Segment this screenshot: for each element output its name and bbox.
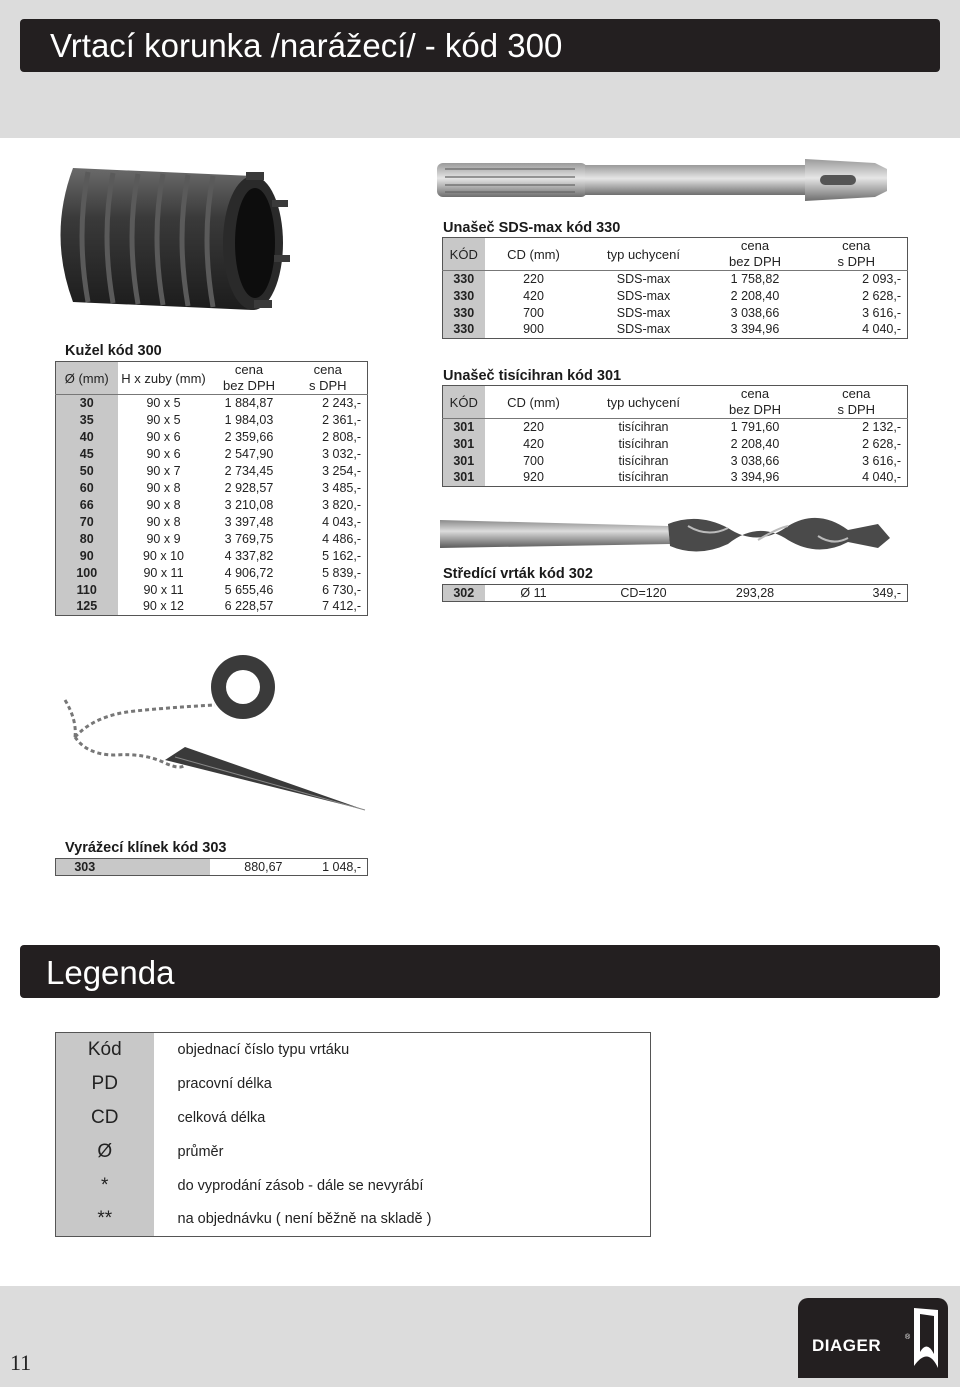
legend-key: Kód — [56, 1033, 154, 1067]
table-cell: 3 769,75 — [224, 531, 274, 546]
table-cell: 330 — [443, 288, 485, 305]
legend-row — [56, 1033, 651, 1067]
table-cell: 4 040,- — [862, 322, 901, 337]
table-row — [56, 548, 368, 565]
table-cell: 35 — [56, 412, 118, 429]
header-typ: typ uchycení — [583, 386, 705, 419]
table-cell: 90 x 9 — [146, 531, 181, 546]
table-cell: 3 394,96 — [730, 322, 780, 337]
table-row — [56, 497, 368, 514]
table-cell: 2 359,66 — [224, 429, 274, 444]
table-cell: 2 734,45 — [224, 463, 274, 478]
table-cell: tisícihran — [618, 436, 669, 451]
table-row — [56, 395, 368, 412]
table-cell: 70 — [56, 514, 118, 531]
table-cell: 4 040,- — [862, 470, 901, 485]
header-price-net: cena bez DPH — [705, 238, 806, 271]
table-cell: 3 820,- — [322, 497, 361, 512]
sdsmax-table — [442, 237, 908, 339]
table-row — [443, 322, 908, 339]
table-cell: tisícihran — [618, 419, 669, 434]
table-row — [56, 412, 368, 429]
table-cell: 3 616,- — [862, 453, 901, 468]
legend-table — [55, 1032, 651, 1237]
table-row — [56, 463, 368, 480]
vyrazeci-price-vat: 1 048,- — [322, 859, 361, 874]
table-cell: 40 — [56, 429, 118, 446]
table-row — [443, 470, 908, 487]
legend-row — [56, 1169, 651, 1203]
table-cell: 2 808,- — [322, 429, 361, 444]
table-cell: 2 628,- — [862, 288, 901, 303]
table-cell: SDS-max — [616, 305, 671, 320]
table-cell: 330 — [443, 305, 485, 322]
table-cell: 330 — [443, 271, 485, 288]
vyrazeci-code: 303 — [56, 859, 114, 876]
header-typ: typ uchycení — [583, 238, 705, 271]
header-price-net: cena bez DPH — [705, 386, 806, 419]
table-cell: 3 038,66 — [730, 453, 780, 468]
table-cell: 301 — [443, 436, 485, 453]
legend-value: objednací číslo typu vrtáku — [177, 1041, 350, 1058]
vyrazeci-table — [55, 858, 368, 876]
table-cell: 90 x 11 — [143, 582, 184, 597]
table-row — [56, 531, 368, 548]
table-cell: 420 — [523, 288, 544, 303]
table-cell: 110 — [56, 582, 118, 599]
table-cell: 301 — [443, 470, 485, 487]
center-drill-image — [438, 508, 893, 560]
table-cell: 330 — [443, 322, 485, 339]
table-cell: 1 884,87 — [224, 395, 274, 410]
table-cell: 3 254,- — [322, 463, 361, 478]
table-cell: 5 655,46 — [224, 582, 274, 597]
table-cell: 4 337,82 — [224, 548, 274, 563]
table-cell: 2 208,40 — [730, 436, 780, 451]
table-cell: 60 — [56, 480, 118, 497]
table-cell: 2 208,40 — [730, 288, 780, 303]
table-cell: 2 628,- — [862, 436, 901, 451]
table-cell: 90 x 6 — [146, 446, 181, 461]
table-cell: 220 — [523, 419, 544, 434]
table-cell: 3 397,48 — [224, 514, 274, 529]
table-cell: 3 038,66 — [730, 305, 780, 320]
stredici-price-net: 293,28 — [735, 585, 775, 600]
header-diameter: Ø (mm) — [56, 362, 118, 395]
table-row — [443, 419, 908, 436]
table-cell: 90 x 5 — [146, 395, 181, 410]
table-cell: 90 x 5 — [146, 412, 181, 427]
stredici-price-vat: 349,- — [872, 585, 901, 600]
table-cell: 3 032,- — [322, 446, 361, 461]
sds-max-shank-image — [435, 155, 890, 205]
table-cell: 90 — [56, 548, 118, 565]
table-row — [56, 599, 368, 616]
legend-row — [56, 1067, 651, 1101]
table-cell: 90 x 6 — [146, 429, 181, 444]
legend-row — [56, 1101, 651, 1135]
header-kod: KÓD — [443, 386, 485, 419]
table-cell: 7 412,- — [322, 599, 361, 614]
table-cell: SDS-max — [616, 322, 671, 337]
table-row — [56, 514, 368, 531]
table-cell: 3 394,96 — [730, 470, 780, 485]
table-cell: 220 — [523, 271, 544, 286]
header-price-vat: cena s DPH — [806, 386, 908, 419]
table-cell: 90 x 12 — [142, 599, 184, 614]
table-cell: 301 — [443, 453, 485, 470]
table-cell: 50 — [56, 463, 118, 480]
legend-title: Legenda — [46, 954, 175, 991]
stredici-code: 302 — [443, 585, 485, 602]
brand-registered-mark: ® — [905, 1334, 911, 1341]
table-cell: 30 — [56, 395, 118, 412]
table-cell: 700 — [523, 305, 544, 320]
table-cell: 1 791,60 — [730, 419, 780, 434]
legend-key: PD — [56, 1067, 154, 1101]
table-cell: 125 — [56, 599, 118, 616]
ejector-wedge-image — [55, 645, 375, 815]
table-row — [443, 436, 908, 453]
legend-value: na objednávku ( není běžně na skladě ) — [177, 1211, 432, 1228]
legend-value: celková délka — [177, 1109, 266, 1126]
header-price-vat: cena s DPH — [806, 238, 908, 271]
vyrazeci-price-net: 880,67 — [244, 859, 283, 874]
brand-logo — [798, 1298, 948, 1378]
table-cell: 6 228,57 — [224, 599, 274, 614]
table-cell: SDS-max — [616, 271, 671, 286]
table-cell: 4 486,- — [322, 531, 361, 546]
table-cell: 66 — [56, 497, 118, 514]
table-row — [56, 429, 368, 446]
table-cell: 2 093,- — [862, 271, 901, 286]
legend-value: do vyprodání zásob - dále se nevyrábí — [177, 1177, 424, 1194]
table-cell: 900 — [523, 322, 544, 337]
tisicihran-title: Unašeč tisícihran kód 301 — [443, 368, 622, 384]
kuzel-title: Kužel kód 300 — [65, 343, 162, 359]
vyrazeci-title: Vyrážecí klínek kód 303 — [65, 840, 227, 856]
brand-flag-icon — [910, 1306, 942, 1372]
legend-value: průměr — [177, 1143, 224, 1160]
table-cell: 2 547,90 — [224, 446, 274, 461]
brand-name: DIAGER — [812, 1336, 882, 1355]
table-row — [443, 271, 908, 288]
vyrazeci-empty-cell — [114, 859, 210, 876]
table-cell: 3 210,08 — [224, 497, 274, 512]
table-cell: 301 — [443, 419, 485, 436]
table-cell: 45 — [56, 446, 118, 463]
table-cell: 5 839,- — [322, 565, 361, 580]
core-bit-image — [48, 160, 293, 320]
table-cell: 4 043,- — [322, 514, 361, 529]
table-cell: 90 x 8 — [146, 497, 181, 512]
header-cd: CD (mm) — [485, 386, 583, 419]
table-row — [56, 480, 368, 497]
tisicihran-table — [442, 385, 908, 487]
legend-key: CD — [56, 1101, 154, 1135]
header-h-teeth: H x zuby (mm) — [118, 362, 210, 395]
table-cell: 90 x 8 — [146, 480, 181, 495]
table-cell: 3 485,- — [322, 480, 361, 495]
table-cell: 100 — [56, 565, 118, 582]
table-row — [56, 565, 368, 582]
table-row — [56, 859, 368, 876]
table-cell: 90 x 8 — [146, 514, 181, 529]
legend-value: pracovní délka — [177, 1075, 272, 1092]
legend-key: ** — [56, 1203, 154, 1237]
table-cell: 2 928,57 — [224, 480, 274, 495]
table-cell: 700 — [523, 453, 544, 468]
page-title-bar — [20, 19, 940, 72]
header-price-vat: cena s DPH — [289, 362, 368, 395]
table-cell: 5 162,- — [322, 548, 361, 563]
table-cell: SDS-max — [616, 288, 671, 303]
header-price-net: cena bez DPH — [210, 362, 289, 395]
table-cell: 4 906,72 — [224, 565, 274, 580]
table-row — [443, 288, 908, 305]
table-cell: 80 — [56, 531, 118, 548]
header-cd: CD (mm) — [485, 238, 583, 271]
table-cell: 420 — [523, 436, 544, 451]
table-cell: 1 984,03 — [224, 412, 274, 427]
page-title: Vrtací korunka /narážecí/ - kód 300 — [50, 27, 563, 64]
table-row — [443, 585, 908, 602]
table-cell: 3 616,- — [862, 305, 901, 320]
legend-row — [56, 1135, 651, 1169]
stredici-diameter: Ø 11 — [520, 585, 547, 600]
table-row — [443, 305, 908, 322]
table-row — [56, 582, 368, 599]
legend-row — [56, 1203, 651, 1237]
sdsmax-title: Unašeč SDS-max kód 330 — [443, 220, 621, 236]
table-row — [56, 446, 368, 463]
table-cell: 90 x 10 — [142, 548, 184, 563]
table-cell: 6 730,- — [322, 582, 361, 597]
stredici-title: Středící vrták kód 302 — [443, 566, 593, 582]
header-kod: KÓD — [443, 238, 485, 271]
legend-key: Ø — [56, 1135, 154, 1169]
table-cell: tisícihran — [618, 470, 669, 485]
stredici-table — [442, 584, 908, 602]
stredici-length: CD=120 — [620, 585, 667, 600]
table-cell: 920 — [523, 470, 544, 485]
legend-title-bar — [20, 945, 940, 998]
table-cell: 90 x 11 — [143, 565, 184, 580]
kuzel-table — [55, 361, 368, 616]
page-number: 11 — [10, 1350, 32, 1375]
table-cell: 1 758,82 — [730, 271, 780, 286]
table-cell: 2 243,- — [322, 395, 361, 410]
table-cell: 2 132,- — [862, 419, 901, 434]
table-row — [443, 453, 908, 470]
legend-key: * — [56, 1169, 154, 1203]
table-cell: 90 x 7 — [146, 463, 181, 478]
table-cell: tisícihran — [618, 453, 669, 468]
table-cell: 2 361,- — [322, 412, 361, 427]
